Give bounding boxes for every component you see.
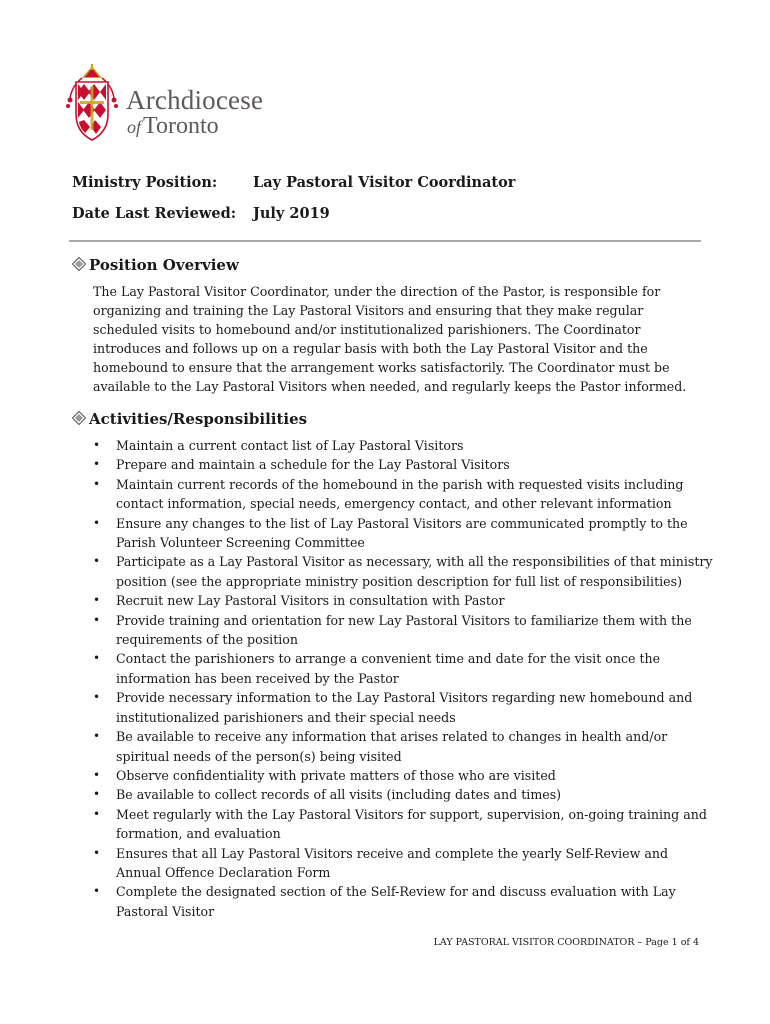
ministry-position-value: Lay Pastoral Visitor Coordinator xyxy=(253,174,516,191)
list-item: • Observe confidentiality with private matters of those who are visited xyxy=(93,766,713,785)
diamond-bullet-icon xyxy=(72,257,86,271)
list-item: • Be available to receive any information that arises related to changes in health and/or spiritual needs of the person(s) being visited xyxy=(93,727,713,766)
logo-line-archdiocese: Archdiocese xyxy=(126,85,264,115)
list-item: • Be available to collect records of all visits (including dates and times) xyxy=(93,785,713,804)
list-item: • Maintain a current contact list of Lay Pastoral Visitors xyxy=(93,436,713,455)
list-item: • Prepare and maintain a schedule for the Lay Pastoral Visitors xyxy=(93,455,713,474)
list-item: • Ensure any changes to the list of Lay Pastoral Visitors are communicated promptly to the Parish Volunteer Screening Committee xyxy=(93,514,713,553)
logo-toronto: Toronto xyxy=(143,113,219,139)
list-item: • Ensures that all Lay Pastoral Visitors receive and complete the yearly Self-Review and Annual Offence Declaration Form xyxy=(93,844,713,883)
list-item: • Recruit new Lay Pastoral Visitors in consultation with Pastor xyxy=(93,591,713,610)
position-overview-title: Position Overview xyxy=(89,256,239,274)
position-overview-heading xyxy=(72,256,239,274)
coat-of-arms-icon xyxy=(64,64,120,144)
list-item: • Maintain current records of the homebound in the parish with requested visits including contact information, special needs, emergency contact, and other relevant information xyxy=(93,475,713,514)
activities-list xyxy=(93,436,713,921)
page-footer: LAY PASTORAL VISITOR COORDINATOR – Page 1 of 4 xyxy=(433,937,699,948)
activities-heading xyxy=(72,410,307,428)
logo-line-toronto xyxy=(127,114,263,139)
logo-wordmark xyxy=(126,86,263,139)
position-overview-text: The Lay Pastoral Visitor Coordinator, under the direction of the Pastor, is responsible for organizing and training the Lay Pastoral Visitors and ensuring that they make regular scheduled visits to homebound and/or institutionalized parishioners. The Coordinator introduces and follows up on a regular basis with both the Lay Pastoral Visitor and the homebound to ensure that the arrangement works satisfactorily. The Coordinator must be available to the Lay Pastoral Visitors when needed, and regularly keeps the Pastor informed. xyxy=(93,284,687,394)
divider xyxy=(69,240,701,242)
ministry-position-label: Ministry Position: xyxy=(72,174,218,191)
logo-of: of xyxy=(127,117,142,137)
diamond-bullet-icon xyxy=(72,411,86,425)
list-item: • Meet regularly with the Lay Pastoral Visitors for support, supervision, on-going training and formation, and evaluation xyxy=(93,805,713,844)
list-item: • Contact the parishioners to arrange a convenient time and date for the visit once the information has been received by the Pastor xyxy=(93,649,713,688)
list-item: • Provide training and orientation for new Lay Pastoral Visitors to familiarize them with the requirements of the position xyxy=(93,611,713,650)
activities-title: Activities/Responsibilities xyxy=(89,410,308,428)
date-reviewed-label: Date Last Reviewed: xyxy=(72,205,237,222)
archdiocese-logo xyxy=(64,64,264,146)
date-reviewed-value: July 2019 xyxy=(253,205,330,222)
list-item: • Participate as a Lay Pastoral Visitor as necessary, with all the responsibilities of that ministry position (see the appropriate ministry position description for full list of responsibilities) xyxy=(93,552,713,591)
list-item: • Complete the designated section of the Self-Review for and discuss evaluation with Lay Pastoral Visitor xyxy=(93,882,713,921)
list-item: • Provide necessary information to the Lay Pastoral Visitors regarding new homebound and institutionalized parishioners and their special needs xyxy=(93,688,713,727)
